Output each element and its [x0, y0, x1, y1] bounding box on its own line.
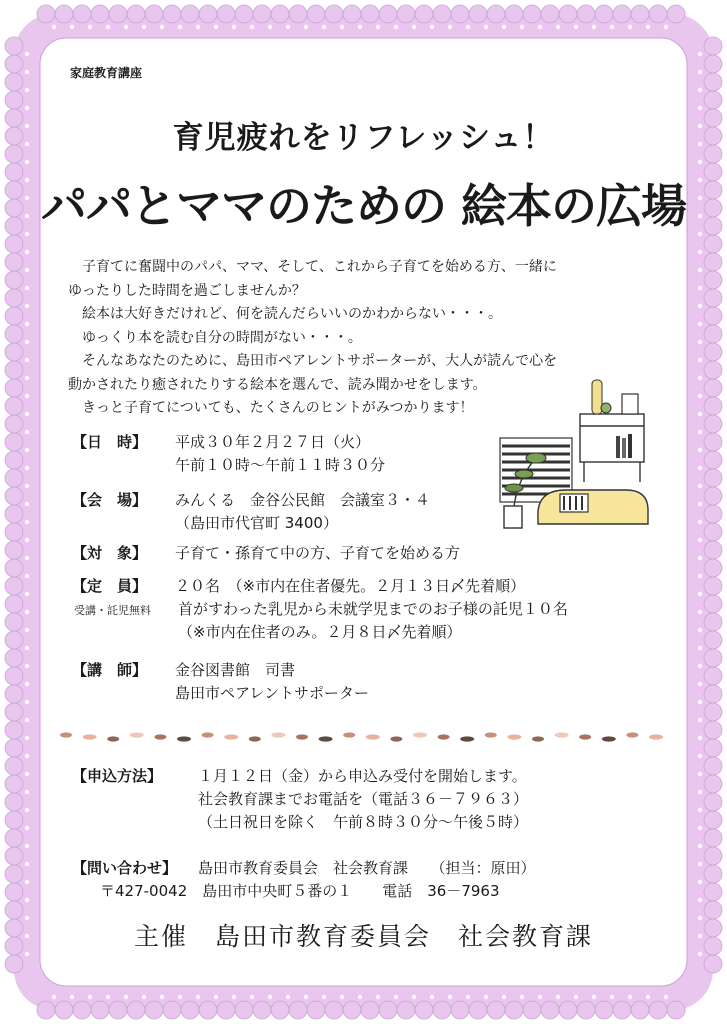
- divider-dot: [130, 732, 144, 737]
- main-title: パパとママのための 絵本の広場: [40, 179, 686, 233]
- application-values: [198, 765, 528, 834]
- divider-dot: [107, 736, 119, 741]
- venue-values: [175, 489, 430, 535]
- childcare-values: [178, 598, 568, 644]
- venue-name: みんくる 金谷公民館 会議室３・４: [175, 491, 431, 509]
- divider-dot: [249, 736, 261, 741]
- divider-dot: [507, 734, 521, 739]
- postal-mark-icon: 〒: [100, 882, 116, 900]
- target-label: 【対 象】: [72, 544, 148, 562]
- divider-dot: [202, 732, 214, 737]
- series-label: 家庭教育講座: [70, 66, 143, 80]
- divider-dot: [626, 732, 638, 737]
- divider-dot: [366, 734, 380, 739]
- intro-line: 動かされたり癒されたりする絵本を選んで、読み聞かせをします。: [68, 376, 487, 393]
- address-text: 427-0042 島田市中央町５番の１ 電話 36－7963: [115, 882, 500, 900]
- childcare-text: 首がすわった乳児から未就学児までのお子様の託児１０名: [178, 600, 568, 618]
- lecturer-values: [175, 659, 369, 705]
- divider-dot: [649, 734, 663, 739]
- subtitle: 育児疲れをリフレッシュ！: [172, 120, 555, 156]
- datetime-values: [175, 431, 385, 477]
- sponsor-text: 主催 島田市教育委員会 社会教育課: [133, 922, 593, 951]
- divider-dot: [485, 732, 497, 737]
- application-label: 【申込方法】: [72, 767, 163, 785]
- divider-dot: [296, 734, 308, 739]
- capacity-text: ２０名 （※市内在住者優先。２月１３日〆先着順）: [175, 577, 526, 595]
- dotted-divider: [58, 727, 668, 747]
- intro-line: きっと子育てについても、たくさんのヒントがみつかります！: [68, 400, 474, 416]
- time-text: 午前１０時～午前１１時３０分: [175, 456, 386, 474]
- venue-address: （島田市代官町 3400）: [175, 514, 338, 532]
- target-text: 子育て・孫育て中の方、子育てを始める方: [175, 544, 461, 562]
- intro-line: 子育てに奮闘中のパパ、ママ、そして、これから子育てを始める方、一緒に: [68, 259, 557, 275]
- contact-org: 島田市教育委員会 社会教育課 （担当：原田）: [198, 859, 536, 877]
- living-room-illustration: [488, 378, 658, 538]
- lecturer-line2: 島田市ペアレントサポーター: [175, 684, 370, 702]
- date-text: 平成３０年２月２７日（火）: [175, 433, 371, 451]
- divider-dot: [343, 732, 355, 737]
- datetime-label: 【日 時】: [72, 433, 148, 451]
- venue-label: 【会 場】: [72, 491, 148, 509]
- intro-line: そんなあなたのために、島田市ペアレントサポーターが、大人が読んで心を: [68, 353, 558, 369]
- divider-dot: [555, 732, 569, 737]
- divider-dot: [154, 734, 166, 739]
- intro-line: 絵本は大好きだけれど、何を読んだらいいのかわからない・・・。: [68, 306, 502, 322]
- capacity-label: 【定 員】: [72, 577, 148, 595]
- divider-dot: [177, 736, 191, 741]
- divider-dot: [271, 732, 285, 737]
- divider-dot: [413, 732, 427, 737]
- divider-dot: [579, 734, 591, 739]
- divider-dot: [319, 736, 333, 741]
- childcare-note: （※市内在住者のみ。２月８日〆先着順）: [178, 623, 462, 641]
- divider-dot: [224, 734, 238, 739]
- application-line1: １月１２日（金）から申込み受付を開始します。: [198, 767, 527, 785]
- application-line3: （土日祝日を除く 午前８時３０分～午後５時）: [198, 813, 529, 831]
- divider-dot: [438, 734, 450, 739]
- lecturer-label: 【講 師】: [72, 661, 148, 679]
- divider-dot: [602, 736, 616, 741]
- divider-dot: [532, 736, 544, 741]
- divider-dot: [60, 732, 72, 737]
- datetime-section: [72, 431, 147, 454]
- free-note: 受講・託児無料: [74, 604, 151, 617]
- contact-label: 【問い合わせ】: [72, 859, 178, 877]
- intro-line: ゆっくり本を読む自分の時間がない・・・。: [68, 329, 362, 346]
- divider-dot: [390, 736, 402, 741]
- contact-address: [100, 880, 500, 903]
- lecturer-line1: 金谷図書館 司書: [175, 661, 296, 679]
- application-line2: 社会教育課までお電話を（電話３６－７９６３）: [198, 790, 529, 808]
- intro-line: ゆったりした時間を過ごしませんか？: [68, 282, 306, 299]
- divider-dot: [460, 736, 474, 741]
- divider-dot: [83, 734, 97, 739]
